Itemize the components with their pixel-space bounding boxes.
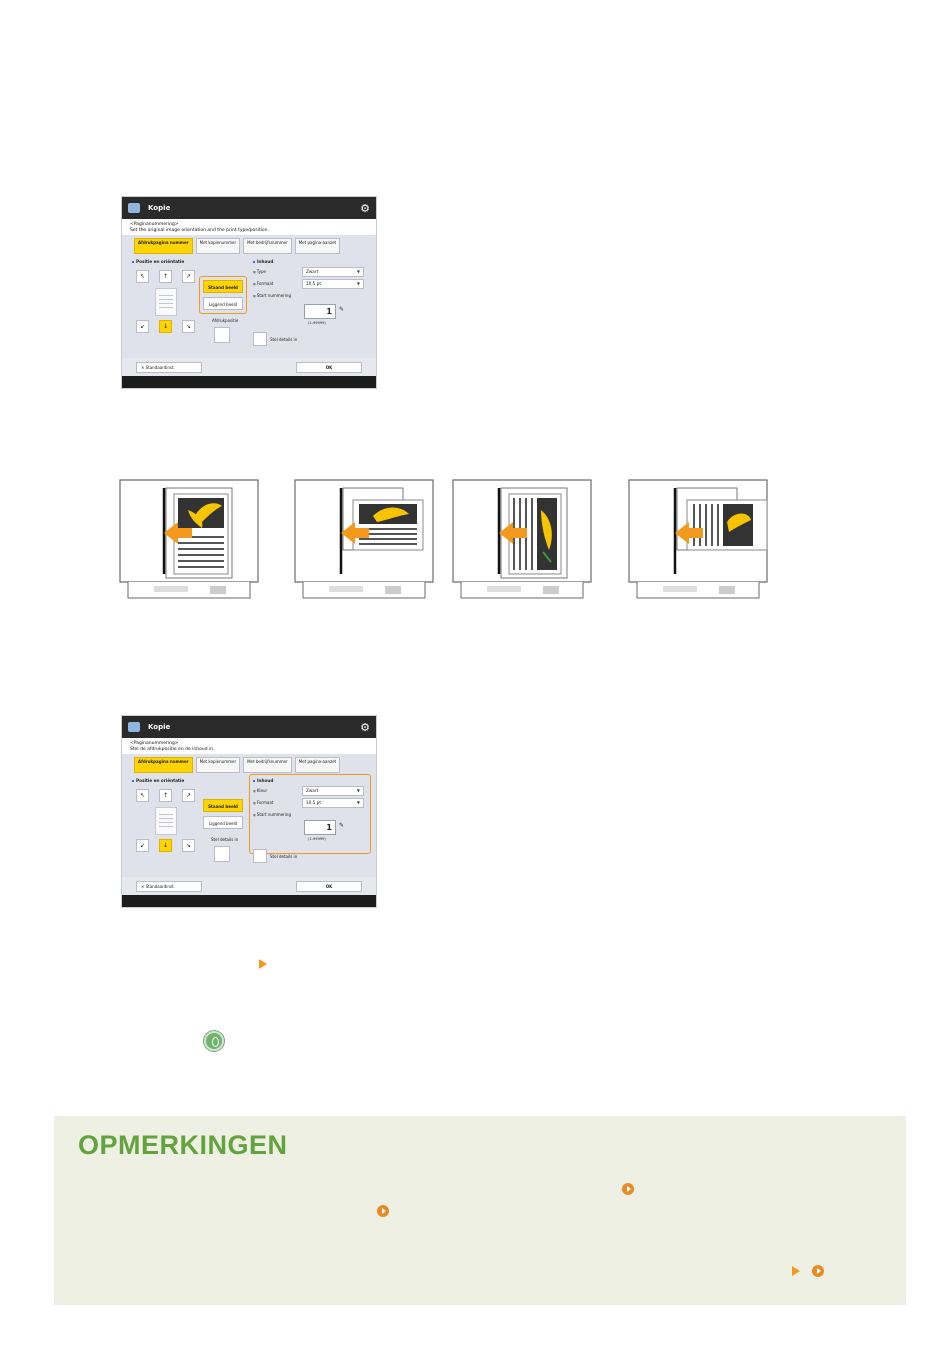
reset-button[interactable] xyxy=(136,881,202,892)
paper-preview xyxy=(155,807,177,835)
copy-app-icon xyxy=(128,722,140,732)
tab-page-start[interactable]: Met pagina-aanzet xyxy=(295,757,340,773)
number-range: (1-99999) xyxy=(308,321,326,325)
details-button[interactable] xyxy=(253,849,267,863)
section-content: Inhoud xyxy=(253,259,273,264)
scanner-diagram-2 xyxy=(293,470,435,602)
screen-header xyxy=(122,219,376,235)
link-arrow-icon[interactable] xyxy=(259,959,267,969)
position-bottom-left-button[interactable]: ↙ xyxy=(136,320,149,333)
reset-label: Standaardinst. xyxy=(145,364,175,370)
scanner-diagram-4 xyxy=(627,470,769,602)
settings-body xyxy=(122,254,376,358)
position-top-right-button[interactable]: ↗ xyxy=(182,789,195,802)
close-icon: ✕ xyxy=(141,883,146,889)
tab-company-number[interactable]: Met bedrijfsnummer xyxy=(243,757,292,773)
format-label: ■ Formaat xyxy=(253,800,273,805)
color-select[interactable]: Zwart ▼ xyxy=(302,786,364,796)
landscape-image-button[interactable]: Liggend beeld xyxy=(203,816,243,829)
type-select[interactable]: Zwart ▼ xyxy=(302,267,364,277)
close-icon: ✕ xyxy=(141,364,146,370)
portrait-image-button[interactable]: Staand beeld xyxy=(203,799,243,812)
position-top-center-button[interactable]: ↑ xyxy=(159,270,172,283)
details-button[interactable] xyxy=(253,332,267,346)
start-key-icon xyxy=(204,1031,224,1051)
format-select[interactable]: 10,5 pt ▼ xyxy=(302,279,364,289)
position-bottom-left-button[interactable]: ↙ xyxy=(136,839,149,852)
link-arrow-icon[interactable] xyxy=(792,1266,800,1276)
start-number-field[interactable]: 1 xyxy=(304,304,336,319)
reset-label: Standaardinst. xyxy=(145,883,175,889)
status-bar xyxy=(122,895,376,907)
portrait-image-button[interactable]: Staand beeld xyxy=(203,280,243,293)
tab-bar xyxy=(122,754,376,773)
keypad-icon[interactable]: ✎ xyxy=(339,306,345,313)
color-label: ■ Kleur xyxy=(253,788,267,793)
ok-button[interactable]: OK xyxy=(296,362,362,373)
section-position: Positie en oriëntatie xyxy=(132,259,184,264)
note-box xyxy=(54,1116,906,1305)
header-title: <Paginanummering> xyxy=(130,222,179,227)
reset-button[interactable] xyxy=(136,362,202,373)
tab-page-number[interactable]: Afdrukpagina nummer xyxy=(134,757,193,773)
gear-icon[interactable]: ⚙ xyxy=(360,720,370,734)
details-label: Stel details in xyxy=(270,854,298,859)
settings-body xyxy=(122,773,376,877)
adjust-button[interactable] xyxy=(214,327,230,343)
tab-page-start[interactable]: Met pagina-aanzet xyxy=(295,238,340,254)
keypad-icon[interactable]: ✎ xyxy=(339,822,345,829)
header-instruction: Set the original image orientation and the print type/position. xyxy=(130,227,269,233)
scanner-diagram-1 xyxy=(118,470,260,602)
screen-footer xyxy=(122,358,376,376)
position-bottom-right-button[interactable]: ↘ xyxy=(182,320,195,333)
header-title: <Paginanummering> xyxy=(130,741,179,746)
position-top-center-button[interactable]: ↑ xyxy=(159,789,172,802)
adjust-label: Afdrukpositie xyxy=(212,318,239,323)
position-top-left-button[interactable]: ↖ xyxy=(136,270,149,283)
section-position: Positie en oriëntatie xyxy=(132,778,184,783)
format-select[interactable]: 10,5 pt ▼ xyxy=(302,798,364,808)
screen-title: Kopie xyxy=(148,723,171,731)
copy-settings-screen-1 xyxy=(121,196,377,389)
tab-company-number[interactable]: Met bedrijfsnummer xyxy=(243,238,292,254)
link-circle-icon[interactable] xyxy=(812,1265,824,1277)
position-bottom-center-button[interactable]: ↓ xyxy=(159,839,172,852)
title-bar xyxy=(122,716,376,738)
screen-header xyxy=(122,738,376,754)
scanner-diagram-3 xyxy=(451,470,593,602)
ok-button[interactable]: OK xyxy=(296,881,362,892)
screen-footer xyxy=(122,877,376,895)
position-bottom-right-button[interactable]: ↘ xyxy=(182,839,195,852)
tab-copy-number[interactable]: Met kopienummer xyxy=(196,238,240,254)
landscape-image-button[interactable]: Liggend beeld xyxy=(203,297,243,310)
position-top-left-button[interactable]: ↖ xyxy=(136,789,149,802)
start-number-label: ■ Start nummering xyxy=(253,293,291,298)
paper-preview xyxy=(155,288,177,316)
section-content: Inhoud xyxy=(253,778,273,783)
link-circle-icon[interactable] xyxy=(377,1205,389,1217)
tab-page-number[interactable]: Afdrukpagina nummer xyxy=(134,238,193,254)
title-bar xyxy=(122,197,376,219)
type-label: ■ Type xyxy=(253,269,266,274)
adjust-button[interactable] xyxy=(214,846,230,862)
number-range: (1-99999) xyxy=(308,837,326,841)
note-heading: OPMERKINGEN xyxy=(78,1130,288,1160)
header-instruction: Stel de afdrukpositie en de inhoud in. xyxy=(130,746,215,752)
position-bottom-center-button[interactable]: ↓ xyxy=(159,320,172,333)
adjust-label: Stel details in xyxy=(211,837,239,842)
status-bar xyxy=(122,376,376,388)
position-top-right-button[interactable]: ↗ xyxy=(182,270,195,283)
tab-bar xyxy=(122,235,376,254)
tab-copy-number[interactable]: Met kopienummer xyxy=(196,757,240,773)
format-label: ■ Formaat xyxy=(253,281,273,286)
copy-app-icon xyxy=(128,203,140,213)
start-number-label: ■ Start nummering xyxy=(253,812,291,817)
start-number-field[interactable]: 1 xyxy=(304,820,336,835)
screen-title: Kopie xyxy=(148,204,171,212)
link-circle-icon[interactable] xyxy=(622,1183,634,1195)
details-label: Stel details in xyxy=(270,337,298,342)
gear-icon[interactable]: ⚙ xyxy=(360,201,370,215)
copy-settings-screen-2 xyxy=(121,715,377,908)
